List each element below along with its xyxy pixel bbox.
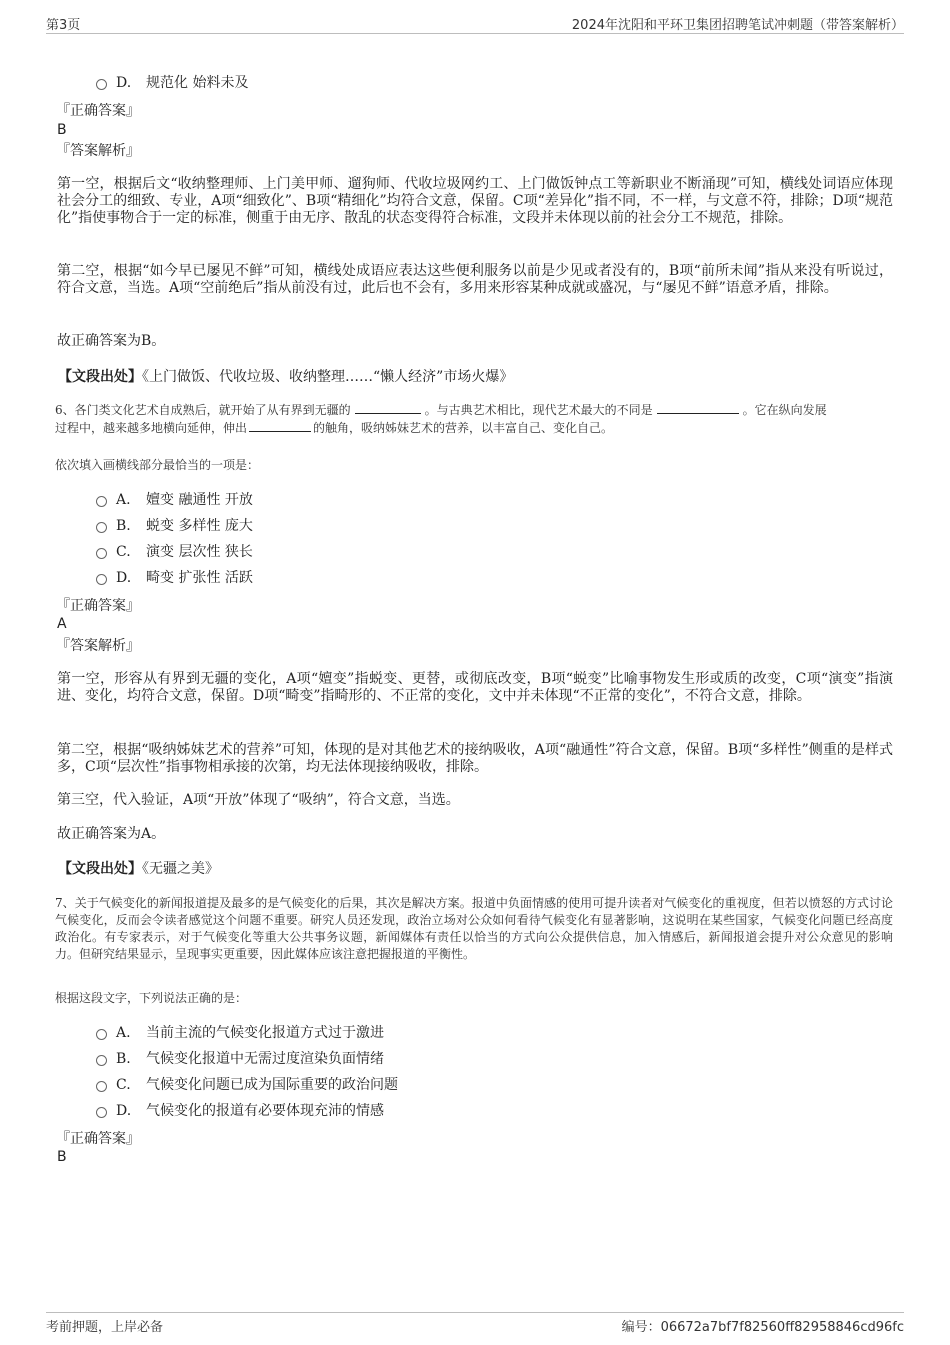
q6-correct-answer-label: 『正确答案』 — [56, 598, 140, 614]
q7-question-text: 7、关于气候变化的新闻报道提及最多的是气候变化的后果，其次是解决方案。报道中负面情感的使用可提升读者对气候变化的重视度，但若以愤怒的方式讨论气候变化，反而会令读者感觉这个问题不重要。研究人员还发现，政治立场对公众如何看待气候变化有显著影响，这说明在某些国家，气候变化问题已经高度政治化。有专家表示，对于气候变化等重大公共事务议题，新闻媒体有责任以恰当的方式向公众提供信息，加入情感后，新闻报道会提升对公众意见的影响力。但研究结果显示，呈现事实更重要，因此媒体应该注意把握报道的平衡性。 — [55, 896, 893, 961]
page-header — [46, 14, 904, 34]
q5-analysis-paragraph-1: 第一空，根据后文“收纳整理师、上门美甲师、遛狗师、代收垃圾网约工、上门做饭钟点工等新职业不断涌现”可知，横线处词语应体现社会分工的细致、专业，A项“细致化”、B项“精细化”均符合文意，保留。C项“差异化”指不同，不一样，与文意不符，排除；D项“规范化”指使事物合于一定的标准，侧重于由无序、散乱的状态变得符合标准，文段并未体现以前的社会分工不规范，排除。 — [57, 176, 893, 226]
radio-icon[interactable] — [96, 522, 107, 533]
q7-option-c[interactable]: C. 气候变化问题已成为国际重要的政治问题 — [96, 1075, 398, 1095]
q5-correct-answer-label: 『正确答案』 — [56, 103, 140, 119]
radio-icon[interactable] — [96, 79, 107, 90]
page-number: 第3页 — [46, 18, 81, 33]
q6-option-b[interactable]: B. 蜕变 多样性 庞大 — [96, 516, 253, 536]
q7-option-b[interactable]: B. 气候变化报道中无需过度渲染负面情绪 — [96, 1049, 384, 1069]
q6-analysis-paragraph-2: 第二空，根据“吸纳姊妹艺术的营养”可知，体现的是对其他艺术的接纳吸收，A项“融通性”符合文意，保留。B项“多样性”侧重的是样式多，C项“层次性”指事物相承接的次第，均无法体现接纳吸收，排除。 — [57, 742, 893, 775]
radio-icon[interactable] — [96, 548, 107, 559]
q5-analysis-paragraph-2: 第二空，根据“如今早已屡见不鲜”可知，横线处成语应表达这些便利服务以前是少见或者没有的，B项“前所未闻”指从来没有听说过，符合文意，当选。A项“空前绝后”指从前没有过，此后也不会有，多用来形容某种成就或盛况，与“屡见不鲜”语意矛盾，排除。 — [57, 263, 893, 296]
q7-option-d[interactable]: D. 气候变化的报道有必要体现充沛的情感 — [96, 1101, 384, 1121]
q5-analysis-label: 『答案解析』 — [56, 143, 140, 159]
source-label: 【文段出处】 — [58, 861, 142, 877]
footer-slogan: 考前押题，上岸必备 — [46, 1320, 164, 1335]
source-label: 【文段出处】 — [58, 369, 142, 385]
q7-correct-answer-label: 『正确答案』 — [56, 1131, 140, 1147]
radio-icon[interactable] — [96, 1029, 107, 1040]
source-title: 《上门做饭、代收垃圾、收纳整理……“懒人经济”市场火爆》 — [142, 369, 514, 385]
q7-correct-answer: B — [57, 1149, 67, 1165]
radio-icon[interactable] — [96, 496, 107, 507]
q6-analysis-conclusion: 故正确答案为A。 — [57, 826, 166, 842]
q6-correct-answer: A — [57, 616, 67, 632]
radio-icon[interactable] — [96, 1055, 107, 1066]
q6-analysis-paragraph-3: 第三空，代入验证，A项“开放”体现了“吸纳”，符合文意，当选。 — [57, 792, 460, 808]
document-id: 编号：06672a7bf7f82560ff82958846cd96fc — [621, 1320, 904, 1335]
q6-analysis-label: 『答案解析』 — [56, 638, 140, 654]
radio-icon[interactable] — [96, 1107, 107, 1118]
radio-icon[interactable] — [96, 1081, 107, 1092]
q6-question-text: 6、各门类文化艺术自成熟后，就开始了从有界到无疆的 。与古典艺术相比，现代艺术最大的不同是 。它在纵向发展 过程中，越来越多地横向延伸，伸出 的触角，吸纳姊妹艺术的营养，以丰富自己、变化自己。 — [55, 403, 827, 435]
source-title: 《无疆之美》 — [142, 861, 219, 877]
page-footer — [46, 1312, 904, 1335]
blank-line — [355, 401, 421, 414]
q5-option-d[interactable]: D. 规范化 始料未及 — [96, 73, 248, 93]
radio-icon[interactable] — [96, 574, 107, 585]
q7-option-a[interactable]: A. 当前主流的气候变化报道方式过于激进 — [96, 1023, 384, 1043]
q6-option-c[interactable]: C. 演变 层次性 狭长 — [96, 542, 253, 562]
q6-analysis-paragraph-1: 第一空，形容从有界到无疆的变化，A项“嬗变”指蜕变、更替，或彻底改变，B项“蜕变”比喻事物发生形或质的改变，C项“演变”指演进、变化，均符合文意，保留。D项“畸变”指畸形的、不正常的变化，文中并未体现“不正常的变化”，不符合文意，排除。 — [57, 671, 893, 704]
q6-source — [58, 860, 219, 878]
blank-line — [657, 401, 739, 414]
q6-option-a[interactable]: A. 嬗变 融通性 开放 — [96, 490, 253, 510]
q6-option-d[interactable]: D. 畸变 扩张性 活跃 — [96, 568, 253, 588]
q6-stem: 依次填入画横线部分最恰当的一项是： — [55, 458, 260, 472]
blank-line — [249, 419, 311, 432]
q5-source — [58, 368, 513, 386]
document-title: 2024年沈阳和平环卫集团招聘笔试冲刺题（带答案解析） — [571, 18, 904, 33]
q7-stem: 根据这段文字，下列说法正确的是： — [55, 991, 248, 1005]
q5-correct-answer: B — [57, 122, 67, 138]
q5-analysis-conclusion: 故正确答案为B。 — [57, 333, 166, 349]
